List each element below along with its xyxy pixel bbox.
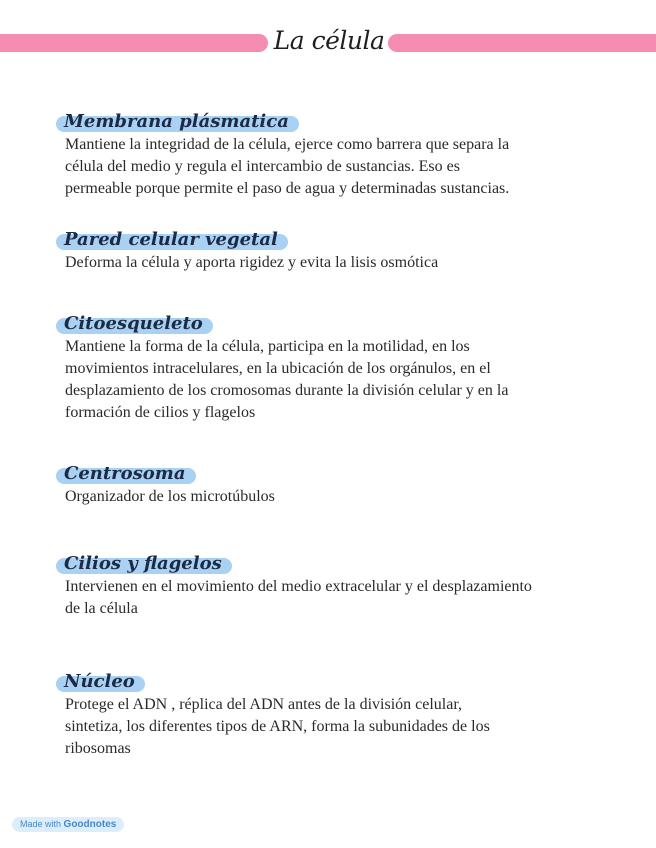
text-line: permeable porque permite el paso de agua y determinadas sustancias.: [65, 180, 510, 197]
section-citoesqueleto: [56, 312, 636, 424]
text-line: desplazamiento de los cromosomas durante la división celular y en la: [65, 382, 509, 399]
section-text: [56, 252, 636, 274]
page-title: La célula: [273, 26, 385, 55]
section-text: [56, 336, 636, 424]
section-heading: Pared celular vegetal: [56, 228, 288, 252]
text-line: Protege el ADN , réplica del ADN antes de la división celular,: [65, 696, 463, 713]
text-line: Intervienen en el movimiento del medio extracelular y el desplazamiento: [65, 578, 532, 595]
section-pared: [56, 228, 636, 274]
header-bar-left: [0, 34, 268, 52]
badge-brand: Goodnotes: [63, 819, 117, 830]
text-line: sintetiza, los diferentes tipos de ARN, forma la subunidades de los: [65, 718, 490, 735]
badge-made-with: Made with: [20, 819, 62, 829]
section-membrana: [56, 110, 636, 200]
text-line: Mantiene la forma de la célula, participa en la motilidad, en los: [65, 338, 470, 355]
section-nucleo: [56, 670, 636, 760]
header-bar-right: [388, 34, 656, 52]
section-heading: Cilios y flagelos: [56, 552, 232, 576]
section-text: [56, 486, 636, 508]
section-cilios: [56, 552, 636, 620]
text-line: Mantiene la integridad de la célula, ejerce como barrera que separa la: [65, 136, 510, 153]
section-text: [56, 576, 636, 620]
text-line: célula del medio y regula el intercambio de sustancias. Eso es: [65, 158, 460, 175]
text-line: de la célula: [65, 600, 138, 617]
text-line: ribosomas: [65, 740, 131, 757]
section-centrosoma: [56, 462, 636, 508]
section-heading: Citoesqueleto: [56, 312, 213, 336]
text-line: Deforma la célula y aporta rigidez y evita la lisis osmótica: [65, 254, 439, 271]
section-heading: Núcleo: [56, 670, 145, 694]
text-line: Organizador de los microtúbulos: [65, 488, 275, 505]
section-text: [56, 134, 636, 200]
text-line: movimientos intracelulares, en la ubicación de los orgánulos, en el: [65, 360, 491, 377]
section-text: [56, 694, 636, 760]
section-heading: Membrana plásmatica: [56, 110, 299, 134]
section-heading: Centrosoma: [56, 462, 196, 486]
goodnotes-badge[interactable]: [12, 817, 124, 832]
text-line: formación de cilios y flagelos: [65, 404, 256, 421]
